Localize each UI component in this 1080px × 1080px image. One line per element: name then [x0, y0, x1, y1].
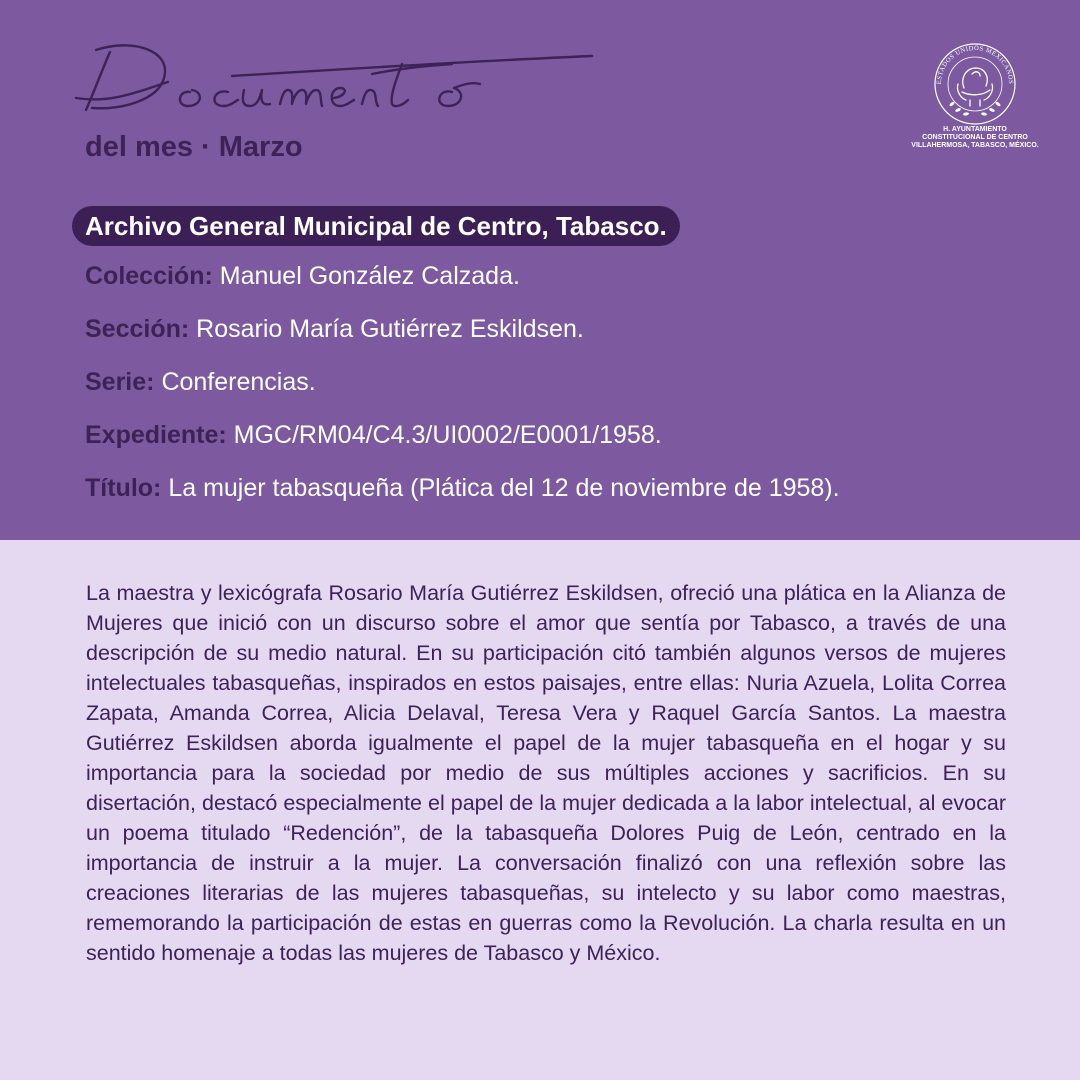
page-title — [72, 30, 612, 130]
municipal-seal — [900, 38, 1050, 158]
svg-text:ESTADOS UNIDOS MEXICANOS: ESTADOS UNIDOS MEXICANOS — [935, 44, 1015, 85]
field-coleccion — [85, 262, 520, 291]
seal-caption — [900, 126, 1050, 150]
seal-emblem-icon — [900, 38, 1050, 126]
description-text: La maestra y lexicógrafa Rosario María Gutiérrez Eskildsen, ofreció una plática en la Alianza de Mujeres que inició con un discurso sobre el amor que sentía por Tabasco, a través de una descripción de su medio natural. En su participación citó también algunos versos de mujeres intelectuales tabasqueñas, inspirados en estos paisajes, entre ellas: Nuria Azuela, Lolita Correa Zapata, Amanda Correa, Alicia Delaval, Teresa Vera y Raquel García Santos. La maestra Gutiérrez Eskildsen aborda igualmente el papel de la mujer tabasqueña en el hogar y su importancia para la sociedad por medio de sus múltiples acciones y sacrificios. En su disertación, destacó especialmente el papel de la mujer dedicada a la labor intelectual, al evocar un poema titulado “Redención”, de la tabasqueña Dolores Puig de León, centrado en la importancia de instruir a la mujer. La conversación finalizó con una reflexión sobre las creaciones literarias de las mujeres tabasqueñas, su intelecto y su labor como maestras, rememorando la participación de estas en guerras como la Revolución. La charla resulta en un sentido homenaje a todas las mujeres de Tabasco y México. — [86, 581, 1006, 965]
field-coleccion-label: Colección: — [85, 262, 213, 290]
field-titulo-value: La mujer tabasqueña (Plática del 12 de noviembre de 1958). — [168, 474, 840, 502]
field-expediente-value: MGC/RM04/C4.3/UI0002/E0001/1958. — [233, 421, 662, 449]
archive-badge: Archivo General Municipal de Centro, Tabasco. — [72, 206, 680, 246]
seal-line-2: CONSTITUCIONAL DE CENTRO — [922, 134, 1028, 141]
field-seccion-label: Sección: — [85, 315, 190, 343]
field-seccion-value: Rosario María Gutiérrez Eskildsen. — [196, 315, 584, 343]
field-expediente — [85, 421, 662, 450]
field-coleccion-value: Manuel González Calzada. — [219, 262, 520, 290]
field-serie-value: Conferencias. — [161, 368, 316, 396]
seal-line-3: VILLAHERMOSA, TABASCO, MÉXICO. — [911, 142, 1039, 149]
seal-line-1: H. AYUNTAMIENTO — [943, 126, 1007, 133]
field-titulo-label: Título: — [85, 474, 162, 502]
field-titulo — [85, 474, 840, 503]
page-subtitle: del mes · Marzo — [85, 131, 303, 163]
field-expediente-label: Expediente: — [85, 421, 227, 449]
field-seccion — [85, 315, 584, 344]
field-serie — [85, 368, 316, 397]
field-serie-label: Serie: — [85, 368, 155, 396]
